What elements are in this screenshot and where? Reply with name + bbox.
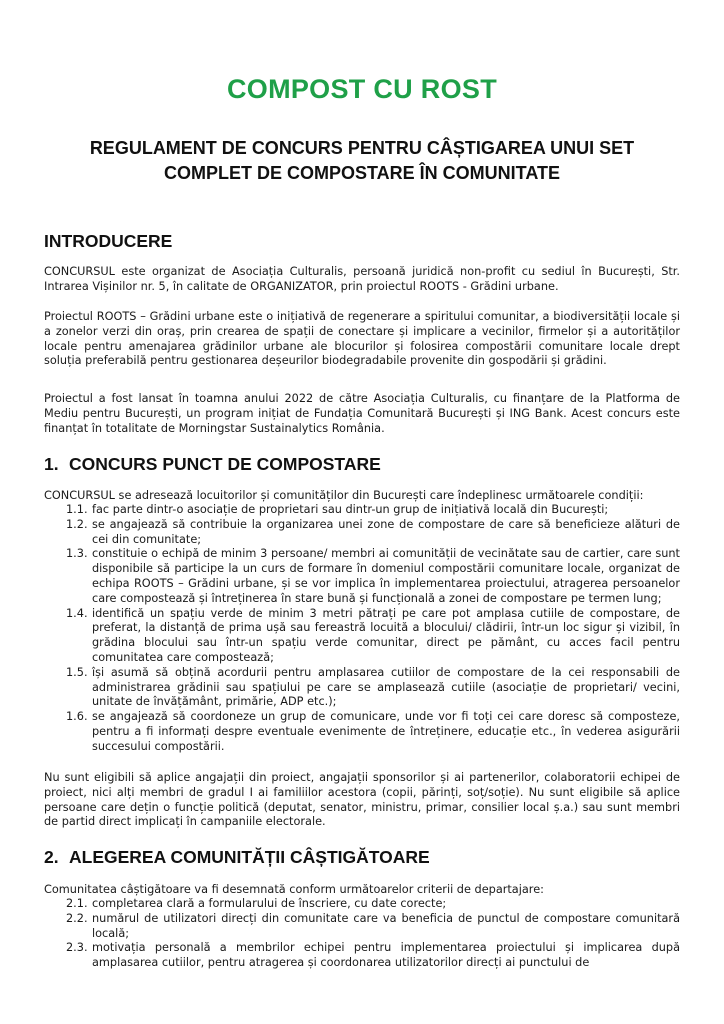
intro-heading: INTRODUCERE [44,231,173,251]
intro-paragraph: Proiectul ROOTS – Grădini urbane este o inițiativă de regenerare a spiritului comunitar, a biodiversității locale și a zonelor verzi din oraș, prin crearea de spații de conectare și implicare a vecinilor, firmelor și a autorităților locale pentru amenajarea grădinilor urbane ale blocurilor și folosirea compostării comunitare locale drept soluția preferabilă pentru gestionarea deșeurilor biodegradabile provenite din gospodării și grădini. [44,310,680,368]
item-text: numărul de utilizatori direcți din comunitate care va beneficia de punctul de compostare comunitară locală; [92,911,680,940]
item-number: 2.1. [66,897,88,910]
list-item [44,503,680,518]
section-2-heading [44,847,430,868]
item-number: 1.1. [66,503,88,516]
section-title: CONCURS PUNCT DE COMPOSTARE [69,454,381,474]
item-text: se angajează să coordoneze un grup de comunicare, unde vor fi toți cei care doresc să composteze, pentru a fi informați despre eventuale evenimente de întreținere, educație etc., în vederea asigurării succesului compostării. [92,710,680,753]
list-item [44,941,680,971]
item-number: 2.2. [66,911,88,925]
section-1-heading [44,454,381,475]
item-number: 1.3. [66,547,88,561]
item-text: își asumă să obțină acordurii pentru amplasarea cutiilor de compostare de la cei responsabili de administrarea grădinii sau spațiului pe care se amplasează cutiile (asociație de proprietari/ vecini, unitate de învățământ, primărie, ADP etc.); [92,665,680,709]
item-text: fac parte dintr-o asociație de proprietari sau dintr-un grup de inițiativă locală din București; [92,503,609,516]
item-text: constituie o echipă de minim 3 persoane/ membri ai comunității de vecinătate sau de cartier, care sunt disponibile să participe la un curs de formare în domeniul compostării comunitare locale, organizat de echipa ROOTS – Grădini urbane, și se vor implica în implementarea proiectului, atragerea persoanelor care compostează și întreținerea în stare bună și funcțională a zonei de compostare pe termen lung; [92,547,680,605]
item-text: completarea clară a formularului de înscriere, cu date corecte; [92,897,447,910]
list-item [44,897,680,912]
list-item [44,607,680,666]
list-item [44,666,680,710]
intro-paragraph: CONCURSUL este organizat de Asociația Culturalis, persoană juridică non-profit cu sediul în București, Str. Intrarea Vișinilor nr. 5, în calitate de ORGANIZATOR, prin proiectul ROOTS - Grădini urbane. [44,265,680,293]
list-item [44,912,680,942]
section-1-conditions-list [44,503,680,755]
list-item [44,518,680,548]
section-number: 1. [44,454,59,474]
item-number: 1.6. [66,710,88,724]
document-subtitle: REGULAMENT DE CONCURS PENTRU CÂȘTIGAREA UNUI SET COMPLET DE COMPOSTARE ÎN COMUNITATE [89,138,635,183]
section-2-criteria-list [44,897,680,971]
item-text: motivația personală a membrilor echipei pentru implementarea proiectului și implicarea după amplasarea cutiilor, pentru atragerea și coordonarea utilizatorilor direcți ai punctului de [92,941,680,970]
section-1-eligibility-paragraph: Nu sunt eligibili să aplice angajații din proiect, angajații sponsorilor și ai partenerilor, colaboratorii echipei de proiect, nici alți membri de gradul I ai familiilor acestora (copii, părinți, soț/soție). Nu sunt eligibile să aplice persoane care dețin o funcție politică (deputat, senator, ministru, primar, consilier local ș.a.) sau sunt membri de partid direct implicați în campaniile electorale. [44,771,680,829]
list-item [44,547,680,606]
item-number: 1.4. [66,606,88,620]
item-number: 1.2. [66,517,88,531]
item-text: identifică un spațiu verde de minim 3 metri pătrați pe care pot amplasa cutiile de compostare, de preferat, la distanță de prima ușă sau fereastră locuită a blocului/ clădirii, într-un loc sigur și vizibil, în grădina blocului sau într-un spațiu verde comunitar, direct pe pământ, cu acces facil pentru comunitatea care compostează; [92,606,680,664]
item-number: 1.5. [66,665,88,679]
section-1-lead: CONCURSUL se adresează locuitorilor și comunităților din București care îndeplinesc următoarele condiții: [44,489,644,502]
document-title: COMPOST CU ROST [226,74,497,104]
intro-paragraph: Proiectul a fost lansat în toamna anului 2022 de către Asociația Culturalis, cu finanțare de la Platforma de Mediu pentru București, un program inițiat de Fundația Comunitară București și ING Bank. Acest concurs este finanțat în totalitate de Morningstar Sustainalytics România. [44,392,680,435]
item-number: 2.3. [66,941,88,955]
section-number: 2. [44,847,59,867]
section-title: ALEGEREA COMUNITĂȚII CÂȘTIGĂTOARE [69,847,430,867]
list-item [44,710,680,754]
section-2-lead: Comunitatea câștigătoare va fi desemnată conform următoarelor criterii de departajare: [44,883,544,896]
item-text: se angajează să contribuie la organizarea unei zone de compostare de care să beneficieze alături de cei din comunitate; [92,517,680,546]
